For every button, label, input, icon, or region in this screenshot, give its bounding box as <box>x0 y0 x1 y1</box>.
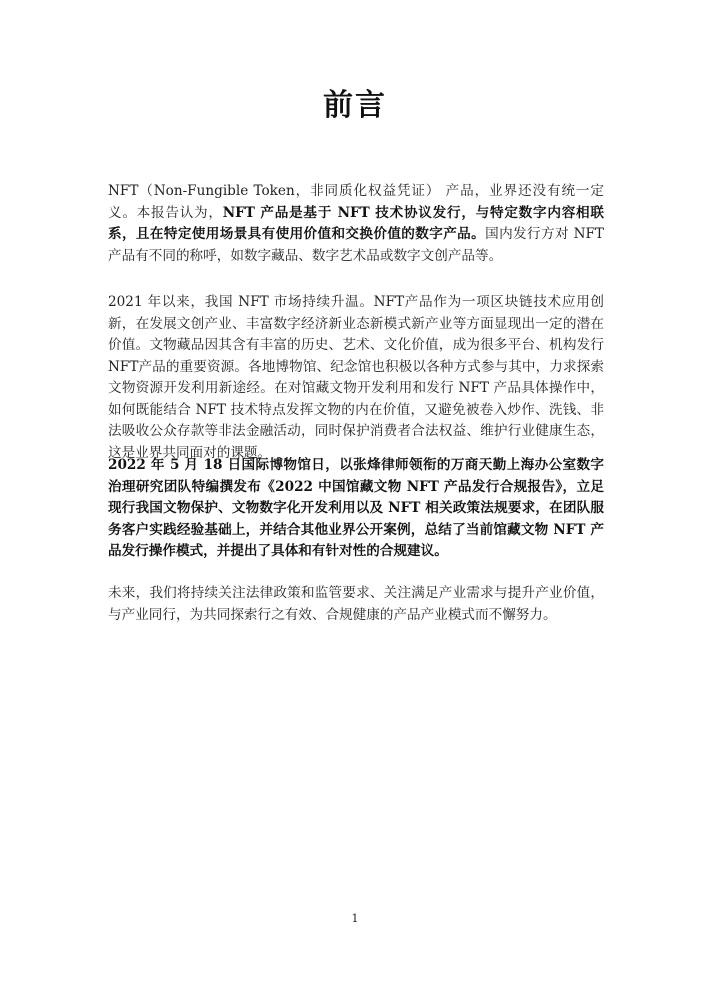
paragraph-text: 2021 年以来，我国 NFT 市场持续升温。NFT产品作为一项区块链技术应用创新，在发展文创产业、丰富数字经济新业态新模式新产业等方面显现出一定的潜在价值。文物藏品因其含有丰富的历史、艺术、文化价值，成为很多平台、机构发行 NFT产品的重要资源。各地博物馆、纪念馆也积极以各种方式参与其中，力求探索文物资源开发利用新途经。在对馆藏文物开发利用和发行 NFT 产品具体操作中，如何既能结合 NFT 技术特点发挥文物的内在价值，又避免被卷入炒作、洗钱、非法吸收公众存款等非法金融活动，同时保护消费者合法权益、维护行业健康生态，这是业界共同面对的课题。 <box>108 294 604 461</box>
paragraph-bold-text: 2022 年 5 月 18 日国际博物馆日，以张烽律师领衔的万商天勤上海办公室数字治理研究团队特编撰发布《2022 中国馆藏文物 NFT 产品发行合规报告》，立足现行我国文物保护、文物数字化开发利用以及 NFT 相关政策法规要求，在团队服务客户实践经验基础上，并结合其他业界公开案例，总结了当前馆藏文物 NFT 产品发行操作模式，并提出了具体和有针对性的合规建议。 <box>108 457 604 559</box>
page-title: 前言 <box>323 88 387 123</box>
paragraph-nft-definition <box>108 181 604 267</box>
paragraph-text: NFT（Non-Fungible Token，非同质化权益凭证） 产品，业界还没有统一定义。本报告认为， <box>108 183 604 221</box>
paragraph-report-release <box>108 455 604 563</box>
paragraph-text: 未来，我们将持续关注法律政策和监管要求、关注满足产业需求与提升产业价值，与产业同行，为共同探索行之有效、合规健康的产品产业模式而不懈努力。 <box>108 585 604 623</box>
paragraph-future-outlook <box>108 583 604 626</box>
paragraph-market-background <box>108 292 604 464</box>
paragraph-text: 国内发行方对 NFT 产品有不同的称呼，如数字藏品、数字艺术品或数字文创产品等。 <box>108 226 604 264</box>
paragraph-bold-text: NFT 产品是基于 NFT 技术协议发行，与特定数字内容相联系，且在特定使用场景具有使用价值和交换价值的数字产品。 <box>108 204 604 242</box>
page-number: 1 <box>351 912 359 925</box>
